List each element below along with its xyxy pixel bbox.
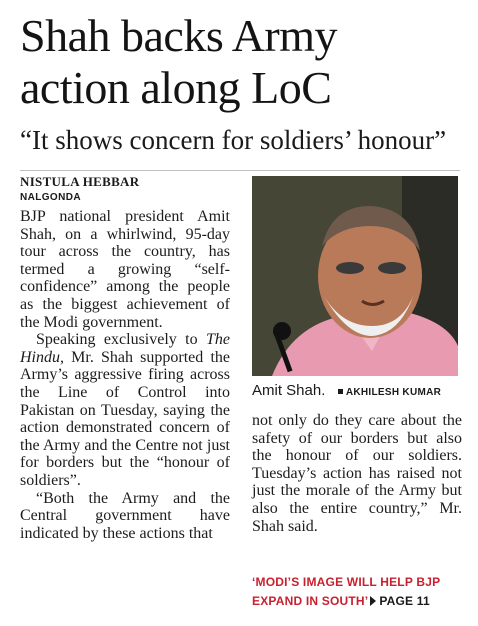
teaser-page-ref: PAGE 11 [379, 594, 430, 608]
publication-name: The Hindu, [20, 331, 230, 366]
article-paragraph-3-continued: not only do they care about the safety of our borders but also the honour of our soldiers. Tuesday’s action has raised not just the morale of the Army but also the entire country,” Mr. Shah said. [252, 412, 462, 535]
article-column-2 [252, 412, 462, 535]
article-paragraph-2-rest: Mr. Shah supported the Army’s aggressive firing across the Line of Control into Pakistan on Tuesday, saying the action demonstrated concern of the Army and the Centre not just for borders but the “honour of soldiers”. [20, 348, 230, 489]
portrait-illustration [252, 176, 458, 376]
photo-credit [338, 387, 441, 398]
divider-rule [20, 170, 460, 171]
news-photo [252, 176, 458, 376]
photo-caption [252, 382, 462, 400]
headline-line-2: action along LoC [20, 62, 332, 113]
article-paragraph-2-lead: Speaking exclusively to [36, 331, 206, 349]
byline-author: NISTULA HEBBAR [20, 174, 140, 189]
photo-credit-text: AKHILESH KUMAR [345, 387, 442, 398]
caption-name: Amit Shah. [252, 382, 326, 399]
teaser-text-line-2: EXPAND IN SOUTH’ [252, 594, 369, 608]
headline [20, 10, 470, 114]
article-paragraph-1: BJP national president Amit Shah, on a whirlwind, 95-day tour across the country, has termed a growing “self-confidence” among the people as the biggest achievement of the Modi government. [20, 208, 230, 331]
headline-line-1: Shah backs Army [20, 10, 338, 61]
article-paragraph-3: “Both the Army and the Central government have indicated by these actions that [20, 489, 230, 542]
subheadline: “It shows concern for soldiers’ honour” [20, 125, 447, 155]
article-column-1 [20, 208, 230, 542]
arrow-right-icon [370, 596, 376, 606]
byline-location: NALGONDA [20, 192, 81, 203]
teaser-text-line-1: ‘MODI’S IMAGE WILL HELP BJP [252, 575, 441, 589]
credit-square-icon [338, 389, 343, 394]
article-paragraph-2 [20, 331, 230, 489]
related-story-teaser[interactable] [252, 573, 467, 611]
